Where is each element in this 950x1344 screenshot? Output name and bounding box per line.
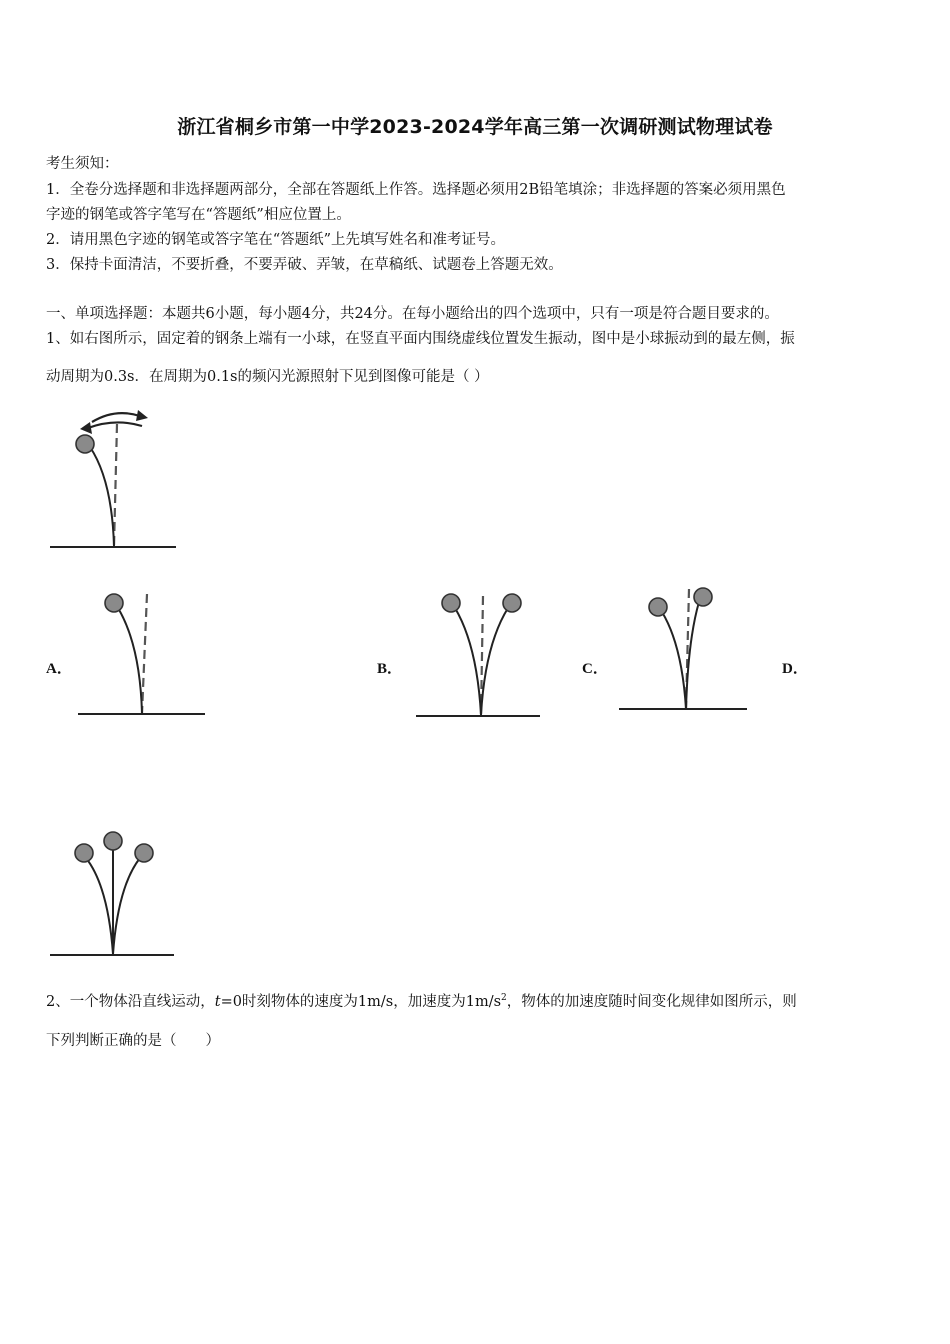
q1-line2: 动周期为0.3s．在周期为0.1s的频闪光源照射下见到图像可能是（ ） bbox=[46, 369, 489, 385]
steel-strip-right bbox=[113, 858, 140, 954]
steel-strip-left bbox=[662, 612, 686, 709]
equilibrium-line bbox=[142, 594, 147, 713]
q2-line1-pre: 2、一个物体沿直线运动， bbox=[46, 994, 215, 1010]
option-c-label[interactable]: C． bbox=[582, 661, 608, 677]
ball-right bbox=[135, 844, 153, 862]
ball-left bbox=[75, 844, 93, 862]
ball bbox=[105, 594, 123, 612]
option-d-label[interactable]: D． bbox=[782, 661, 808, 677]
notice-item-2: 2．请用黑色字迹的钢笔或答字笔在“答题纸”上先填写姓名和准考证号。 bbox=[46, 232, 506, 248]
section-heading: 一、单项选择题：本题共6小题，每小题4分，共24分。在每小题给出的四个选项中，只有一项是符合题目要求的。 bbox=[46, 306, 779, 322]
equilibrium-line bbox=[114, 424, 117, 546]
steel-strip-right bbox=[481, 608, 508, 715]
steel-strip-left bbox=[455, 608, 481, 715]
option-b-label[interactable]: B． bbox=[377, 661, 403, 677]
q2-time-variable: t bbox=[214, 994, 221, 1010]
ball-left bbox=[442, 594, 460, 612]
q2-line1-post: ，物体的加速度随时间变化规律如图所示，则 bbox=[506, 994, 797, 1010]
q2-line2: 下列判断正确的是（ ） bbox=[46, 1033, 220, 1049]
q1-line1: 1、如右图所示，固定着的钢条上端有一小球，在竖直平面内围绕虚线位置发生振动，图中是小球振动到的最左侧，振 bbox=[46, 331, 795, 347]
ball-middle bbox=[104, 832, 122, 850]
option-c-figure bbox=[616, 585, 751, 715]
option-a-label[interactable]: A． bbox=[46, 661, 72, 677]
q1-main-figure bbox=[40, 400, 190, 555]
notice-item-1-cont: 字迹的钢笔或答字笔写在“答题纸”相应位置上。 bbox=[46, 207, 351, 223]
steel-strip-left bbox=[86, 858, 113, 954]
arrowhead-right-icon bbox=[136, 410, 148, 421]
option-a-figure bbox=[75, 590, 210, 720]
notice-heading: 考生须知： bbox=[46, 156, 119, 172]
option-b-figure bbox=[413, 590, 543, 720]
ball bbox=[76, 435, 94, 453]
exam-title: 浙江省桐乡市第一中学2023-2024学年高三第一次调研测试物理试卷 bbox=[177, 116, 773, 138]
ball-left bbox=[649, 598, 667, 616]
notice-item-1: 1．全卷分选择题和非选择题两部分，全部在答题纸上作答。选择题必须用2B铅笔填涂；非选择题的答案必须用黑色 bbox=[46, 182, 786, 198]
ball-right bbox=[503, 594, 521, 612]
steel-strip bbox=[90, 447, 114, 546]
option-d-figure bbox=[48, 826, 178, 961]
q2-line1-mid: =0时刻物体的速度为1m/s，加速度为1m/s bbox=[220, 994, 502, 1010]
arrowhead-left-icon bbox=[80, 422, 92, 434]
rotation-arrow-icon bbox=[92, 413, 140, 422]
q2-exponent: 2 bbox=[501, 993, 507, 1004]
steel-strip bbox=[118, 608, 142, 713]
ball-right bbox=[694, 588, 712, 606]
notice-item-3: 3．保持卡面清洁，不要折叠，不要弄破、弄皱，在草稿纸、试题卷上答题无效。 bbox=[46, 257, 563, 273]
q2-line1 bbox=[46, 990, 797, 1011]
